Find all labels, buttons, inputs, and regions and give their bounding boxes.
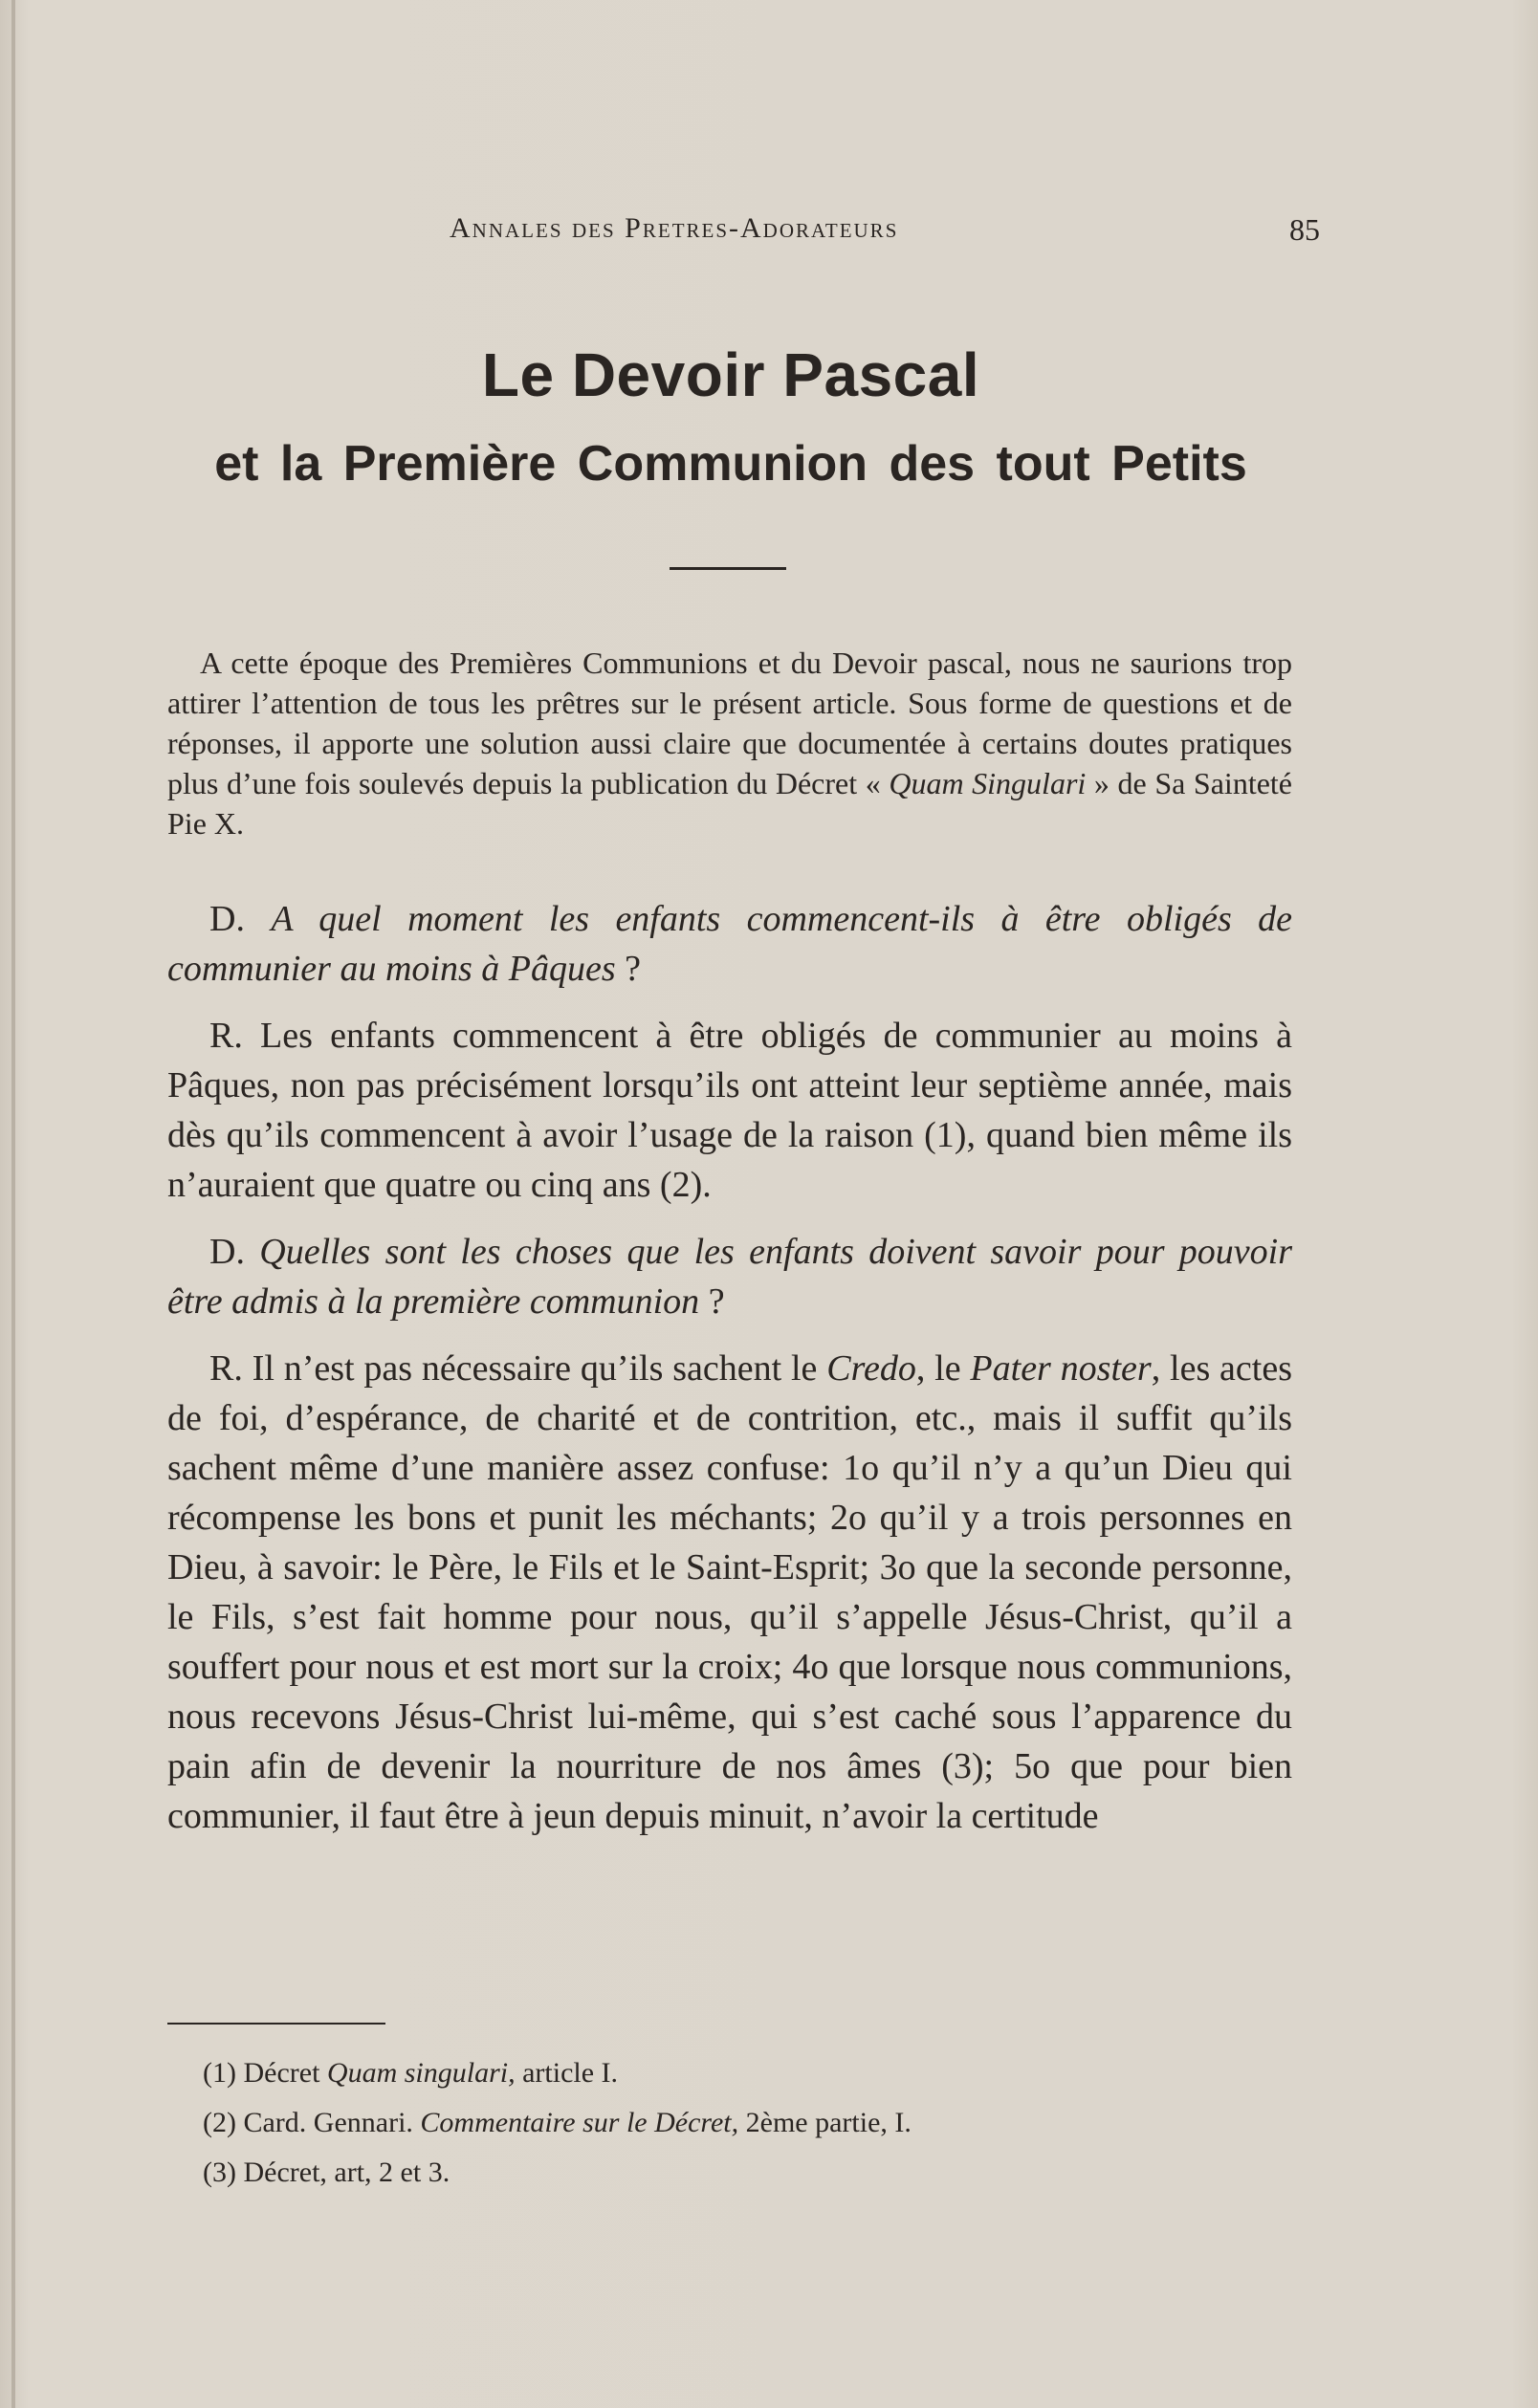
footnotes [203, 2048, 1255, 2198]
answer-2-credo: Credo [826, 1348, 916, 1389]
intro-text-2: » de Sa Sainteté Pie X. [167, 766, 1293, 841]
article-subtitle: et la Première Communion des tout Petits [214, 436, 1247, 492]
page-number: 85 [1289, 212, 1320, 247]
footnote-2 [203, 2098, 1255, 2148]
answer-2 [167, 1344, 1292, 1841]
question-1-end: ? [615, 949, 641, 989]
answer-2-pater: Pater noster [970, 1348, 1152, 1389]
question-2-end: ? [699, 1281, 725, 1322]
question-2 [167, 1227, 1292, 1326]
intro-paragraph [167, 643, 1292, 843]
footnote-1-pre: (1) Décret [203, 2057, 327, 2089]
title-divider [670, 567, 786, 570]
article-title: Le Devoir Pascal [481, 340, 980, 409]
question-2-marker: D. [209, 1232, 260, 1272]
footnote-2-pre: (2) Card. Gennari. [203, 2107, 421, 2138]
answer-2-text-3: , les actes de foi, d’espérance, de charité et de contrition, etc., mais il suffit qu’ils sachent même d’une manière assez confuse: 1o qu’il n’y a qu’un Dieu qui récompense les bons et punit les méchants; 2o qu’il y a trois personnes en Dieu, à savoir: le Père, le Fils et le Saint-Esprit; 3o que la seconde personne, le Fils, s’est fait homme pour nous, qu’il s’appelle Jésus-Christ, qu’il a souffert pour nous et est mort sur la croix; 4o que lorsque nous communions, nous recevons Jésus-Christ lui-même, qui s’est caché sous l’apparence du pain afin de devenir la nourriture de nos âmes (3); 5o que pour bien communier, il faut être à jeun depuis minuit, n’avoir la certitude [167, 1348, 1292, 1836]
question-1-marker: D. [209, 899, 272, 939]
footnote-2-post: 2ème partie, I. [738, 2107, 912, 2138]
answer-1: R. Les enfants commencent à être obligés de communier au moins à Pâques, non pas précisément lorsqu’ils ont atteint leur septième année, mais dès qu’ils commencent à avoir l’usage de la raison (1), quand bien même ils n’auraient que quatre ou cinq ans (2). [167, 1016, 1292, 1205]
footnote-divider [167, 2023, 385, 2025]
answer-2-text-2: , le [915, 1348, 971, 1389]
intro-decree-title: Quam Singulari [889, 766, 1087, 800]
answer-2-text-1: R. Il n’est pas nécessaire qu’ils sachent le [209, 1348, 827, 1389]
footnote-1 [203, 2048, 1255, 2098]
footnote-1-post: article I. [515, 2057, 619, 2089]
question-2-text: Quelles sont les choses que les enfants doivent savoir pour pouvoir être admis à la première communion [167, 1232, 1293, 1322]
footnote-3: (3) Décret, art, 2 et 3. [203, 2156, 450, 2188]
running-head: Annales des Pretres-Adorateurs [450, 212, 899, 244]
question-1-text: A quel moment les enfants commencent-ils à être obligés de communier au moins à Pâques [167, 899, 1292, 989]
footnote-2-italic: Commentaire sur le Décret, [420, 2107, 739, 2138]
qa-body [167, 894, 1292, 1858]
question-1 [167, 894, 1292, 994]
footnote-1-italic: Quam singulari, [326, 2057, 516, 2089]
intro-text-1: A cette époque des Premières Communions et du Devoir pascal, nous ne saurions trop attirer l’attention de tous les prêtres sur le présent article. Sous forme de questions et de réponses, il apporte une solution aussi claire que documentée à certains doutes pratiques plus d’une fois soulevés depuis la publication du Décret « [167, 646, 1292, 800]
